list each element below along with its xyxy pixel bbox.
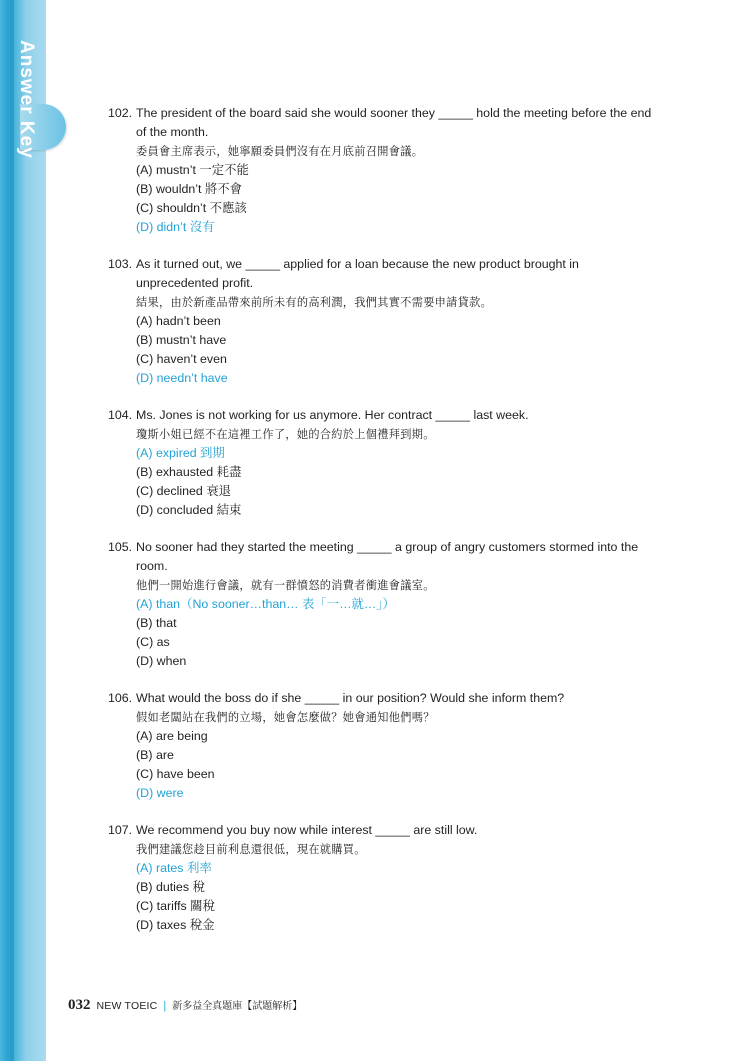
option-d-correct: (D) needn’t have [136,371,228,385]
chinese-translation: 假如老闆站在我們的立場，她會怎麼做？她會通知他們嗎？ [136,711,435,724]
question-stem-continued: of the month. [136,125,209,139]
option-b: (B) that [136,616,177,630]
page-number: 032 [68,997,91,1013]
chinese-translation: 我們建議您趁目前利息還很低，現在就購買。 [136,843,366,856]
question-number: 107. [108,823,133,837]
question-102 [108,104,698,237]
question-stem: What would the boss do if she _____ in our position? Would she inform them? [136,691,565,705]
option-a: (A) hadn’t been [136,314,221,328]
side-color-strip [0,0,46,1061]
option-c: (C) have been [136,767,215,781]
option-c: (C) as [136,635,170,649]
option-a-correct: (A) rates 利率 [136,861,212,875]
option-d: (D) when [136,654,187,668]
question-stem: Ms. Jones is not working for us anymore. Her contract _____ last week. [136,408,529,422]
question-number: 102. [108,106,133,120]
question-stem: The president of the board said she would sooner they _____ hold the meeting before the end [136,106,652,120]
option-a-correct: (A) than（No sooner…than… 表「一…就…」） [136,597,395,611]
option-d-correct: (D) didn’t 沒有 [136,220,215,234]
option-a-correct: (A) expired 到期 [136,446,225,460]
chinese-translation: 瓊斯小姐已經不在這裡工作了，她的合約於上個禮拜到期。 [136,428,435,441]
question-106 [108,689,698,803]
question-number: 103. [108,257,133,271]
question-stem: We recommend you buy now while interest _____ are still low. [136,823,478,837]
question-number: 104. [108,408,133,422]
option-b: (B) wouldn’t 將不會 [136,182,243,196]
option-b: (B) exhausted 耗盡 [136,465,242,479]
option-b: (B) are [136,748,174,762]
footer-book-title: 新多益全真題庫【試題解析】 [172,1001,303,1012]
chinese-translation: 結果，由於新產品帶來前所未有的高利潤，我們其實不需要申請貸款。 [136,296,493,309]
option-c: (C) haven’t even [136,352,227,366]
question-stem-continued: unprecedented profit. [136,276,254,290]
page-footer [68,997,302,1014]
question-107 [108,821,698,935]
option-b: (B) duties 稅 [136,880,205,894]
option-d: (D) taxes 稅金 [136,918,215,932]
option-c: (C) tariffs 關稅 [136,899,215,913]
option-c: (C) declined 衰退 [136,484,232,498]
chinese-translation: 委員會主席表示，她寧願委員們沒有在月底前召開會議。 [136,145,424,158]
footer-separator: | [163,1000,167,1012]
question-103 [108,255,698,388]
option-d-correct: (D) were [136,786,184,800]
question-number: 106. [108,691,133,705]
option-a: (A) are being [136,729,208,743]
question-stem: No sooner had they started the meeting _____ a group of angry customers stormed into the [136,540,639,554]
question-stem: As it turned out, we _____ applied for a loan because the new product brought in [136,257,579,271]
option-d: (D) concluded 結束 [136,503,242,517]
option-a: (A) mustn’t 一定不能 [136,163,249,177]
chinese-translation: 他們一開始進行會議，就有一群憤怒的消費者衝進會議室。 [136,579,435,592]
question-number: 105. [108,540,133,554]
question-104 [108,406,698,520]
question-105 [108,538,698,671]
footer-brand: NEW TOEIC [96,1000,158,1012]
question-stem-continued: room. [136,559,168,573]
option-b: (B) mustn’t have [136,333,227,347]
option-c: (C) shouldn’t 不應該 [136,201,247,215]
answer-key-label: Answer Key [16,40,37,159]
